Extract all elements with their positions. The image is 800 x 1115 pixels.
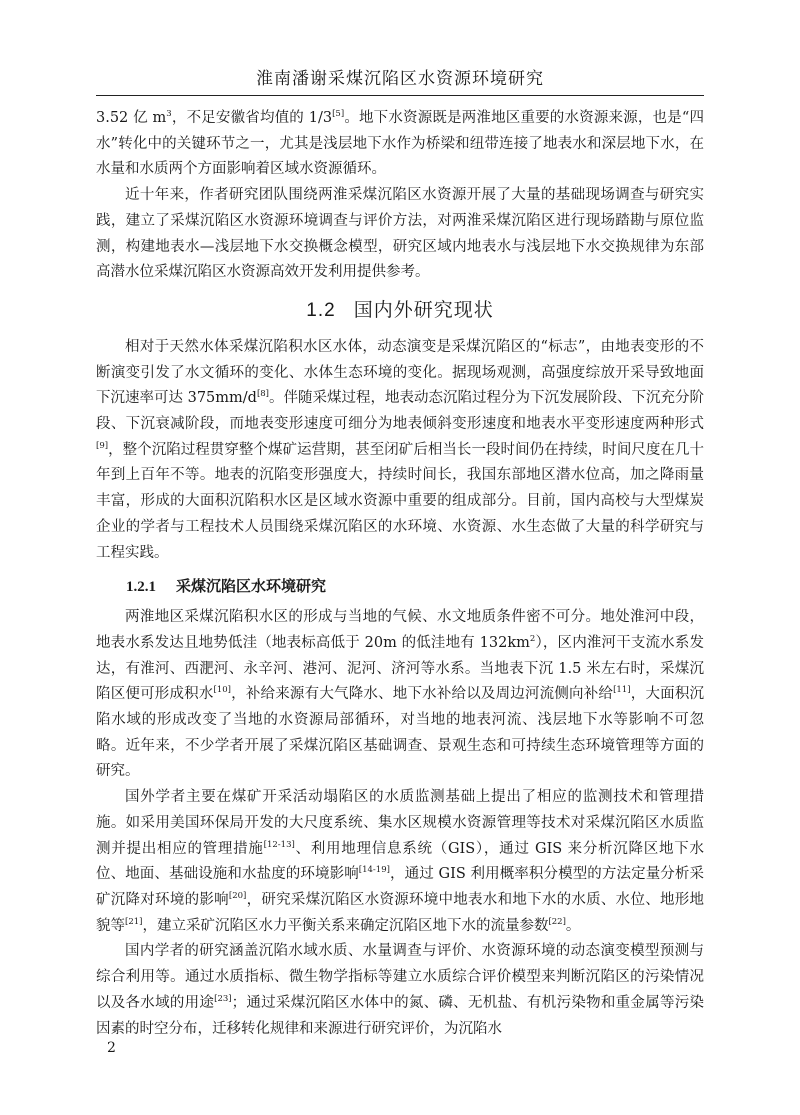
citation-ref[interactable]: [9] [96,440,109,451]
citation-ref[interactable]: [23] [214,993,232,1004]
subsection-title: 采煤沉陷区水环境研究 [176,577,327,596]
paragraph-3: 相对于天然水体采煤沉陷积水区水体，动态演变是采煤沉陷区的“标志”，由地表变形的不断演变引发了水文循环的变化、水体生态环境的变化。据现场观测，高强度综放开采导致地面下沉速率可达 375mm/d[8]。伴随采煤过程，地表动态沉陷过程分为下沉发展阶段、下沉充分阶段、下沉衰减阶段，而地表变形速度可细分为地表倾斜变形速度和地表水平变形速度两种形式[9]，整个沉陷过程贯穿整个煤矿运营期，甚至闭矿后相当长一段时间仍在持续，时间尺度在几十年到上百年不等。地表的沉陷变形强度大，持续时间长，我国东部地区潜水位高，加之降雨量丰富，形成的大面积沉陷积水区是区域水资源中重要的组成部分。目前，国内高校与大型煤炭企业的学者与工程技术人员围绕采煤沉陷区的水环境、水资源、水生态做了大量的科学研究与工程实践。 [96,338,704,561]
page-body [96,106,704,1042]
citation-ref[interactable]: [20] [228,890,247,901]
header-rule [96,95,704,96]
superscript-unit: 2 [529,633,536,644]
paragraph-2: 近十年来，作者研究团队围绕两淮采煤沉陷区水资源开展了大量的基础现场调查与研究实践，建立了采煤沉陷区水资源环境调查与评价方法，对两淮采煤沉陷区进行现场踏勘与原位监测，构建地表水—浅层地下水交换概念模型，研究区域内地表水与浅层地下水交换规律为东部高潜水位采煤沉陷区水资源高效开发利用提供参考。 [96,187,704,281]
paragraph-4: 两淮地区采煤沉陷积水区的形成与当地的气候、水文地质条件密不可分。地处淮河中段，地表水系发达且地势低洼（地表标高低于 20m 的低洼地有 $132km^2$），区内淮河干支流水系发达，有淮河、西淝河、永辛河、港河、泥河、济河等水系。当地表下沉 1.5 米左右时，采煤沉陷区便可形成积水[10]，补给来源有大气降水、地下水补给以及周边河流侧向补给[11]，大面积沉陷水域的形成改变了当地的水资源局部循环，对当地的地表河流、浅层地下水等影响不可忽略。近年来，不少学者开展了采煤沉陷区基础调查、景观生态和可持续生态环境管理等方面的研究。 [96,609,705,780]
citation-ref[interactable]: [14-19] [358,865,390,876]
subsection-heading [126,574,704,599]
section-heading [96,296,704,325]
paragraph-5: 国外学者主要在煤矿开采活动塌陷区的水质监测基础上提出了相应的监测技术和管理措施。如采用美国环保局开发的大尺度系统、集水区规模水资源管理等技术对采煤沉陷区水质监测并提出相应的管理措施[12-13]、利用地理信息系统（GIS），通过 GIS 来分析沉降区地下水位、地面、基础设施和水盐度的环境影响[14-19]，通过 GIS 利用概率积分模型的方法定量分析采矿沉降对环境的影响[20]，研究采煤沉陷区水资源环境中地表水和地下水的水质、水位、地形地貌等[21]，建立采矿沉陷区水力平衡关系来确定沉陷区地下水的流量参数[22]。 [96,789,704,934]
page-number: 2 [107,1040,116,1056]
citation-ref[interactable]: [10] [213,685,231,696]
citation-ref[interactable]: [5] [332,109,345,119]
citation-ref[interactable]: [21] [125,916,143,927]
citation-ref[interactable]: [12-13] [263,839,295,850]
paragraph-1: 3.52 亿 $m^3$，不足安徽省均值的 1/3[5]。地下水资源既是两淮地区重要的水资源来源，也是“四水”转化中的关键环节之一，尤其是浅层地下水作为桥梁和纽带连接了地表水和深层地下水，在水量和水质两个方面影响着区域水资源循环。 [96,109,704,178]
section-title: 国内外研究现状 [353,298,494,321]
superscript-unit: 3 [166,109,172,119]
section-number: 1.2 [306,299,336,321]
running-head-title: 淮南潘谢采煤沉陷区水资源环境研究 [256,69,544,89]
citation-ref[interactable]: [22] [548,916,566,927]
citation-ref[interactable]: [8] [256,389,269,400]
citation-ref[interactable]: [11] [613,685,631,696]
paragraph-6: 国内学者的研究涵盖沉陷水域水质、水量调查与评价、水资源环境的动态演变模型预测与综合利用等。通过水质指标、微生物学指标等建立水质综合评价模型来判断沉陷区的污染情况以及各水域的用途[23]；通过采煤沉陷区水体中的氮、磷、无机盐、有机污染物和重金属等污染因素的时空分布，迁移转化规律和来源进行研究评价，为沉陷水 [96,943,705,1037]
subsection-number: 1.2.1 [126,579,156,596]
